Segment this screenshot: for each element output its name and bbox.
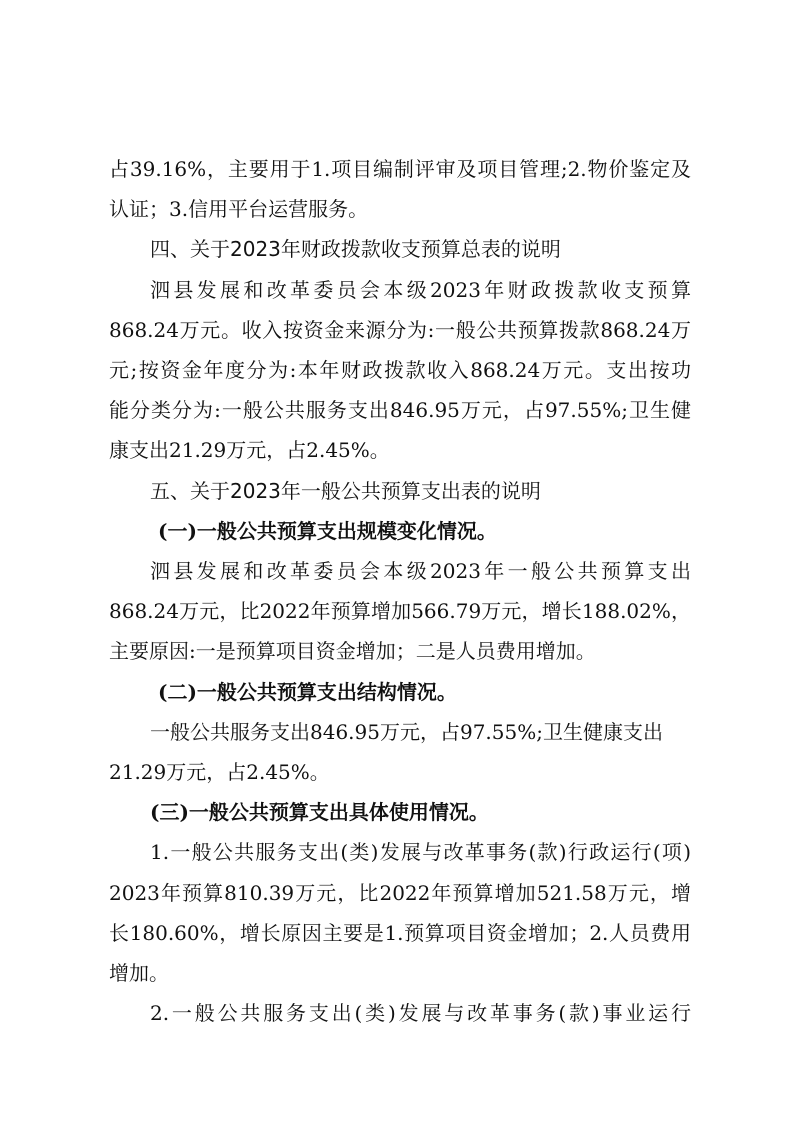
subheading-three: (三)一般公共预算支出具体使用情况。 <box>150 800 489 824</box>
paragraph-line: 868.24万元。收入按资金来源分为:一般公共预算拨款868.24万 <box>109 318 691 342</box>
subheading-two: (二)一般公共预算支出结构情况。 <box>158 680 457 704</box>
paragraph-line: 1.一般公共服务支出(类)发展与改革事务(款)行政运行(项) <box>150 840 691 864</box>
paragraph-line: 占39.16%，主要用于1.项目编制评审及项目管理;2.物价鉴定及 <box>109 157 691 181</box>
paragraph-line: 增加。 <box>109 961 169 985</box>
paragraph-line: 认证；3.信用平台运营服务。 <box>109 197 369 221</box>
paragraph-line: 2023年预算810.39万元，比2022年预算增加521.58万元，增 <box>109 881 691 905</box>
section-heading-four: 四、关于2023年财政拨款收支预算总表的说明 <box>150 237 561 261</box>
paragraph-line: 康支出21.29万元，占2.45%。 <box>109 438 390 462</box>
paragraph-line: 泗县发展和改革委员会本级2023年财政拨款收支预算 <box>150 278 691 302</box>
paragraph-line: 868.24万元，比2022年预算增加566.79万元，增长188.02%， <box>109 599 691 623</box>
paragraph-line: 2.一般公共服务支出(类)发展与改革事务(款)事业运行 <box>150 1001 691 1025</box>
paragraph-line: 能分类分为:一般公共服务支出846.95万元，占97.55%;卫生健 <box>109 398 691 422</box>
section-heading-five: 五、关于2023年一般公共预算支出表的说明 <box>150 479 541 503</box>
paragraph-line: 长180.60%，增长原因主要是1.预算项目资金增加；2.人员费用 <box>109 921 691 945</box>
paragraph-line: 元;按资金年度分为:本年财政拨款收入868.24万元。支出按功 <box>109 358 691 382</box>
paragraph-line: 21.29万元，占2.45%。 <box>109 760 330 784</box>
paragraph-line: 一般公共服务支出846.95万元，占97.55%;卫生健康支出 <box>150 720 663 744</box>
subheading-one: (一)一般公共预算支出规模变化情况。 <box>158 519 497 543</box>
paragraph-line: 泗县发展和改革委员会本级2023年一般公共预算支出 <box>150 559 691 583</box>
paragraph-line: 主要原因:一是预算项目资金增加；二是人员费用增加。 <box>109 639 596 663</box>
